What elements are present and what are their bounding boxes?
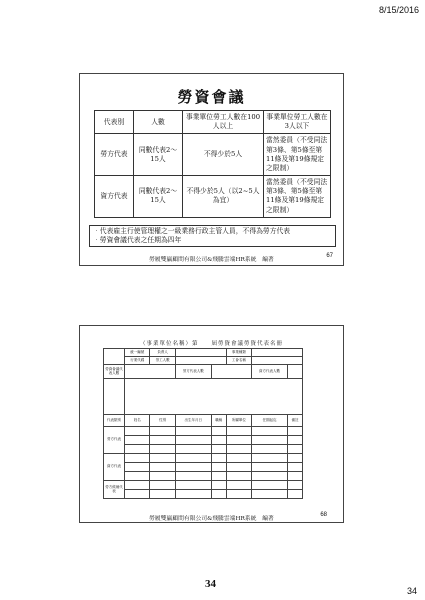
large-firm-cell: 不得少於5人（以2~5人為宜） (183, 176, 264, 218)
table-row (104, 415, 303, 427)
print-date: 8/15/2016 (378, 5, 419, 15)
form-cell (104, 349, 125, 365)
form-cell (288, 365, 303, 379)
form-label: 任期起迄 (252, 415, 288, 427)
table-row (104, 490, 303, 499)
slide-labor-management-meeting (79, 73, 344, 266)
table-row (95, 134, 331, 176)
table-row (104, 436, 303, 445)
form-label: 勞方候補代表 (104, 481, 125, 499)
table-row (104, 445, 303, 454)
footer-text: 勞履雙贏顧問有限公司&飛騰雲端HR系統 編著 (149, 516, 274, 522)
header-cell: 事業單位勞工人數在3人以下 (264, 111, 331, 134)
slide-footer (80, 254, 343, 263)
row-label: 勞方代表 (95, 134, 134, 176)
count-cell: 同數代表2～15人 (134, 134, 183, 176)
table-row (104, 427, 303, 436)
count-cell: 同數代表2～15人 (134, 176, 183, 218)
form-label: 行業代碼 (125, 357, 150, 365)
row-label: 資方代表 (95, 176, 134, 218)
header-cell: 事業單位勞工人數在100人以上 (183, 111, 264, 134)
form-label: 代表類別 (104, 415, 125, 427)
page-number-corner: 34 (406, 586, 417, 596)
table-row (104, 349, 303, 357)
form-label: 勞資會議代表人數 (104, 365, 125, 379)
note-item: ‧代表雇主行使管理權之一級業務行政主管人員，不得為勞方代表 (93, 227, 291, 235)
form-label: 負責人 (150, 349, 175, 357)
note-item: ‧勞資會議代表之任期為四年 (93, 236, 182, 245)
form-label: 職稱 (211, 415, 226, 427)
page-number-center: 34 (205, 578, 216, 590)
table-row (104, 357, 303, 365)
representatives-table (94, 110, 331, 218)
table-row (104, 365, 303, 379)
footer-text: 勞履雙贏顧問有限公司&飛騰雲端HR系統 編著 (149, 257, 274, 263)
form-cell (125, 365, 176, 379)
small-firm-cell: 當然委員（不受同法第3條、第5條至第11條及第19條規定之限制） (264, 176, 331, 218)
form-title: （事業單位名稱）第 屆勞資會議勞資代表名冊 (139, 341, 283, 347)
slide-page-number: 67 (326, 253, 333, 259)
slide-representatives-form (79, 325, 344, 523)
form-label: 勞方代表 (104, 427, 125, 454)
form-label: 事業種類 (226, 349, 251, 357)
table-row (104, 472, 303, 481)
notes-box (89, 225, 336, 247)
slide-page-number: 68 (320, 512, 327, 518)
small-firm-cell: 當然委員（不受同法第3條、第5條至第11條及第19條規定之限制） (264, 134, 331, 176)
table-row (104, 454, 303, 463)
form-label: 所屬單位 (226, 415, 251, 427)
form-label: 出生年月日 (175, 415, 211, 427)
header-cell: 代表別 (95, 111, 134, 134)
form-cell (175, 357, 226, 365)
form-cell (211, 365, 251, 379)
form-cell (252, 357, 303, 365)
table-row (104, 481, 303, 490)
table-row (104, 463, 303, 472)
header-cell: 人數 (134, 111, 183, 134)
form-cell (125, 379, 303, 415)
form-label: 資方代表人數 (252, 365, 288, 379)
form-label: 工會名稱 (226, 357, 251, 365)
form-label: 姓名 (125, 415, 150, 427)
table-header-row (95, 111, 331, 134)
form-label: 資方代表 (104, 454, 125, 481)
slide-footer (80, 513, 343, 522)
form-cell (104, 379, 125, 415)
form-label: 性別 (150, 415, 175, 427)
form-label: 勞方代表人數 (175, 365, 211, 379)
form-cell (252, 349, 303, 357)
form-label: 備註 (288, 415, 303, 427)
form-label: 勞工人數 (150, 357, 175, 365)
table-row (104, 379, 303, 415)
slide-title: 勞資會議 (177, 88, 246, 106)
table-row (95, 176, 331, 218)
large-firm-cell: 不得少於5人 (183, 134, 264, 176)
form-label: 統一編號 (125, 349, 150, 357)
form-cell (175, 349, 226, 357)
roster-form-table (103, 348, 303, 499)
